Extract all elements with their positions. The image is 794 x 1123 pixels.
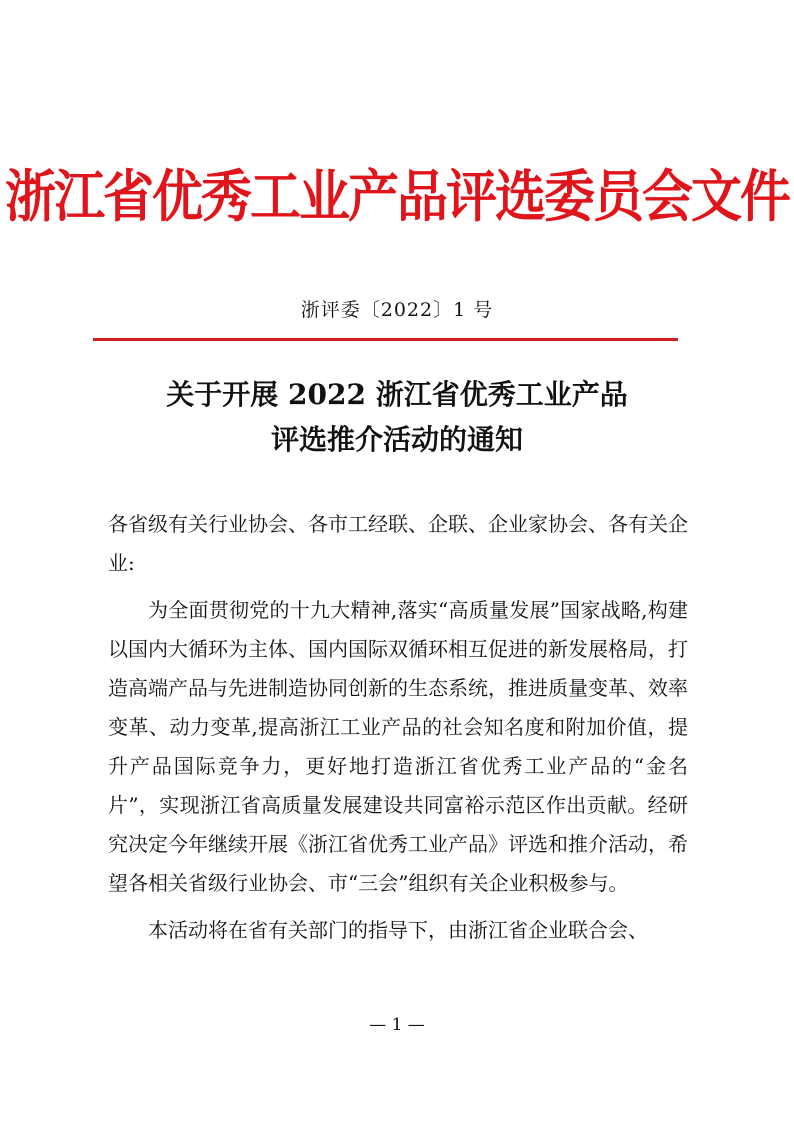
page-number: — 1 — bbox=[369, 1015, 425, 1035]
document-number: 浙评委〔2022〕1 号 bbox=[300, 299, 494, 321]
red-divider-line bbox=[93, 338, 678, 341]
body-paragraph: 为全面贯彻党的十九大精神,落实“高质量发展”国家战略,构建以国内大循环为主体、国内国际双循环相互促进的新发展格局，打造高端产品与先进制造协同创新的生态系统，推进质量变革、效率变革、动力变革,提高浙江工业产品的社会知名度和附加价值，提升产品国际竞争力，更好地打造浙江省优秀工业产品的“金名片”，实现浙江省高质量发展建设共同富裕示范区作出贡献。经研究决定今年继续开展《浙江省优秀工业产品》评选和推介活动，希望各相关省级行业协会、市“三会”组织有关企业积极参与。 bbox=[108, 598, 688, 895]
issuer-title: 浙江省优秀工业产品评选委员会文件 bbox=[4, 165, 789, 231]
notice-title-line-1: 关于开展 2022 浙江省优秀工业产品 bbox=[166, 378, 628, 411]
notice-body bbox=[108, 505, 688, 950]
salutation: 各省级有关行业协会、各市工经联、企联、企业家协会、各有关企业: bbox=[108, 512, 688, 575]
notice-title-line-2: 评选推介活动的通知 bbox=[270, 423, 523, 456]
body-paragraph: 本活动将在省有关部门的指导下，由浙江省企业联合会、 bbox=[148, 918, 648, 942]
